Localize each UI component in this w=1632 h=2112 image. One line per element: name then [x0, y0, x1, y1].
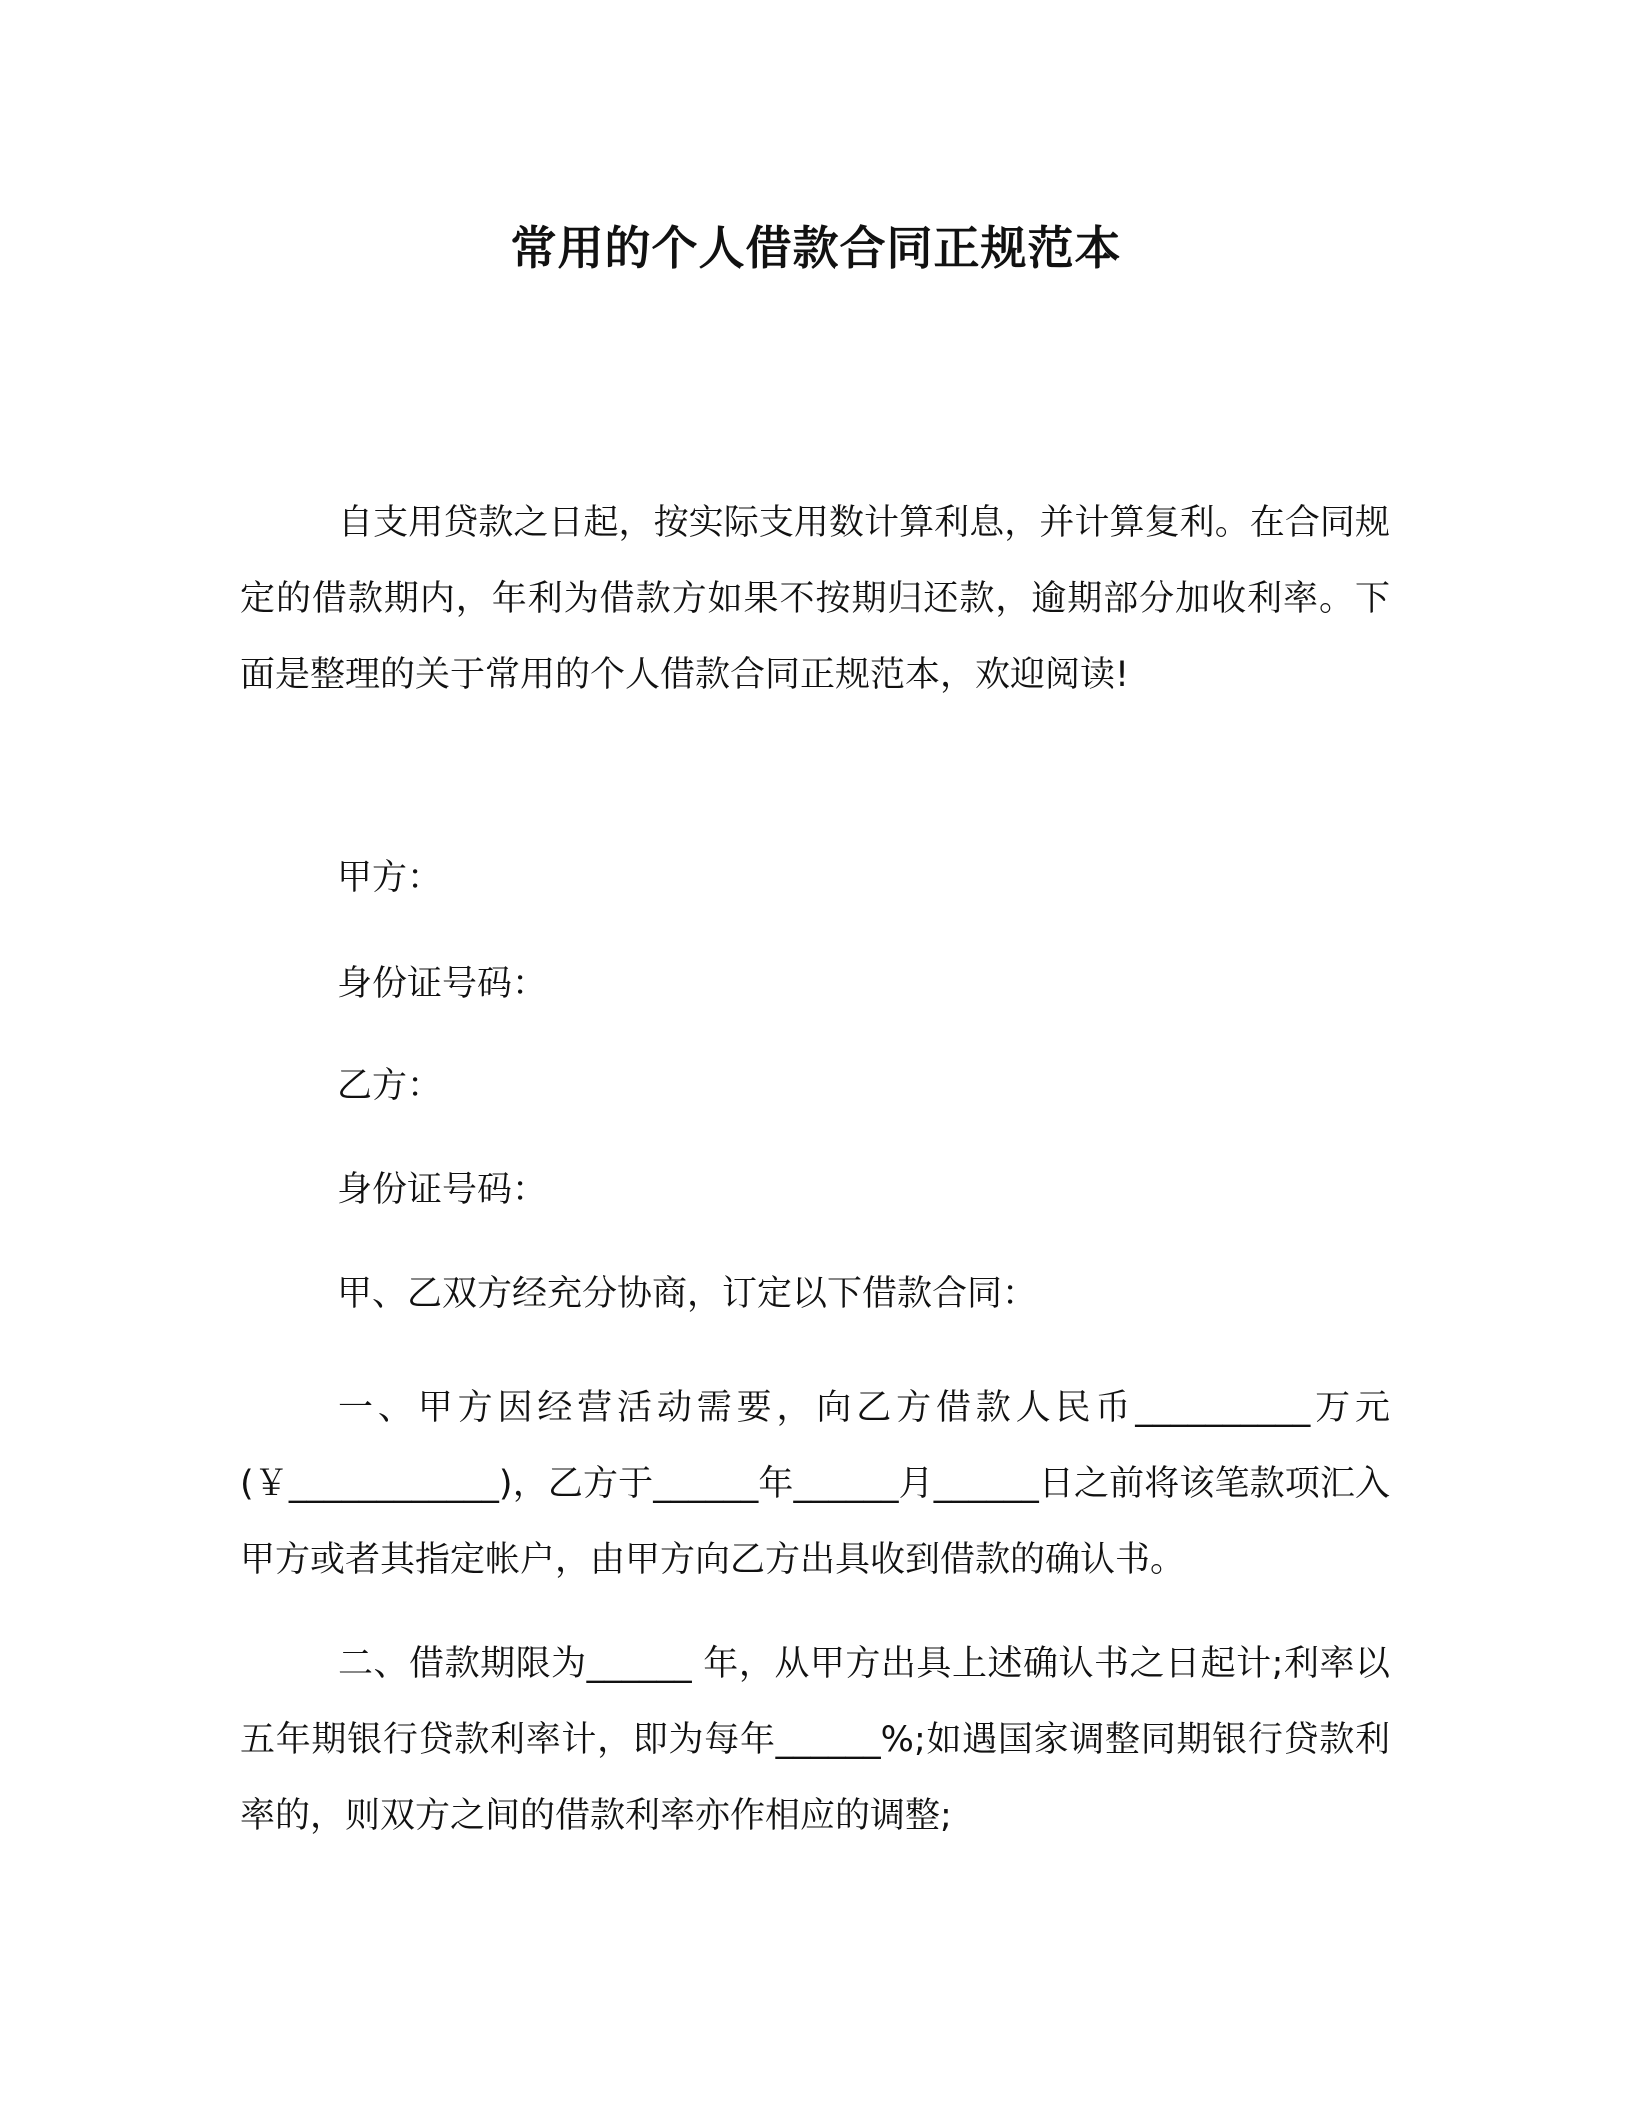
document-title: 常用的个人借款合同正规范本 [510, 221, 1122, 275]
party-b-label: 乙方： [337, 1066, 443, 1106]
clause-1-paragraph: 一、甲方因经营活动需要，向乙方借款人民币__________万元(￥____________)，乙方于______年______月______日之前将该笔款项汇入甲方或者其指定帐户，由甲方向乙方出具收到借款的确认书。 [240, 1388, 1390, 1580]
party-b-id-label: 身份证号码： [337, 1170, 548, 1210]
party-a-id-label: 身份证号码： [337, 964, 548, 1004]
intro-paragraph: 自支用贷款之日起，按实际支用数计算利息，并计算复利。在合同规定的借款期内，年利为借款方如果不按期归还款，逾期部分加收利率。下面是整理的关于常用的个人借款合同正规范本，欢迎阅读! [240, 503, 1390, 695]
clause-2-paragraph: 二、借款期限为______ 年，从甲方出具上述确认书之日起计;利率以五年期银行贷款利率计，即为每年______%;如遇国家调整同期银行贷款利率的，则双方之间的借款利率亦作相应的调整; [240, 1644, 1390, 1836]
party-a-label: 甲方： [337, 858, 443, 898]
agreement-statement: 甲、乙双方经充分协商，订定以下借款合同： [337, 1274, 1038, 1314]
